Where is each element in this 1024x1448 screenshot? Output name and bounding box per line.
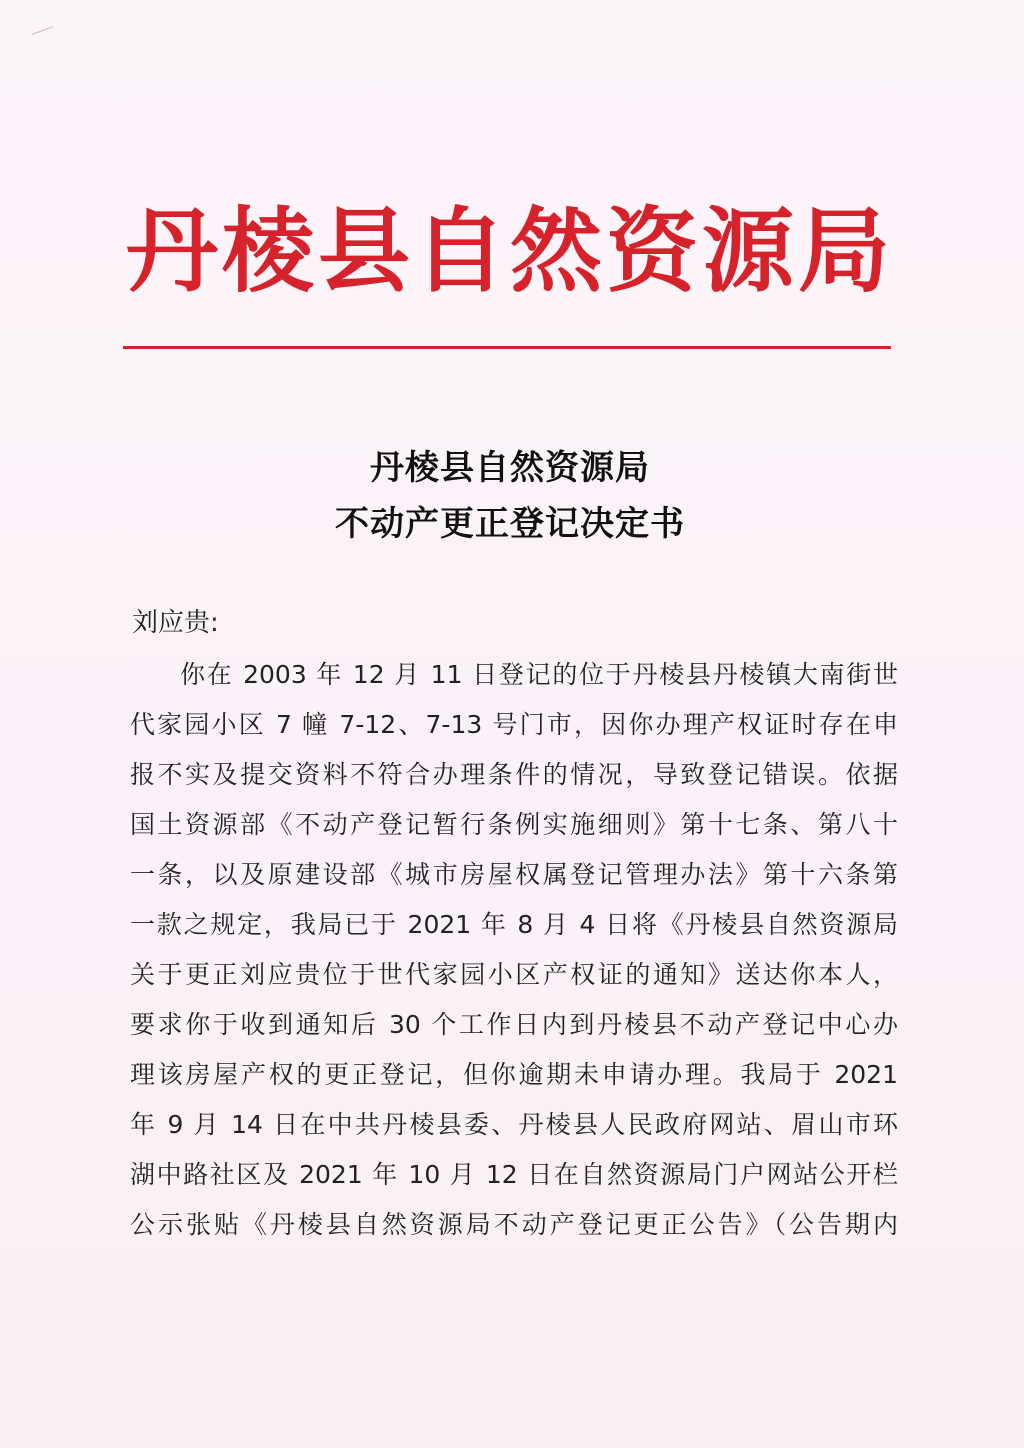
body-line: 年 9 月 14 日在中共丹棱县委、丹棱县人民政府网站、眉山市环 [130,1110,898,1139]
body-line: 一款之规定，我局已于 2021 年 8 月 4 日将《丹棱县自然资源局 [130,910,898,939]
body-line: 你在 2003 年 12 月 11 日登记的位于丹棱县丹棱镇大南街世 [180,660,898,689]
body-paragraph [130,650,898,1250]
document-title-line-2: 不动产更正登记决定书 [335,504,685,544]
salutation: 刘应贵: [132,608,219,638]
body-line: 湖中路社区及 2021 年 10 月 12 日在自然资源局门户网站公开栏 [130,1160,898,1189]
body-line: 代家园小区 7 幢 7-12、7-13 号门市，因你办理产权证时存在申 [130,710,898,739]
document-title-line-1: 丹棱县自然资源局 [370,448,650,488]
letterhead-red-rule [123,346,891,349]
body-line: 要求你于收到通知后 30 个工作日内到丹棱县不动产登记中心办 [130,1010,898,1039]
body-line: 国土资源部《不动产登记暂行条例实施细则》第十七条、第八十 [130,810,898,839]
body-line: 公示张贴《丹棱县自然资源局不动产登记更正公告》（公告期内 [130,1210,898,1239]
body-line: 报不实及提交资料不符合办理条件的情况，导致登记错误。依据 [130,760,898,789]
scan-mark [32,26,54,37]
body-line: 关于更正刘应贵位于世代家园小区产权证的通知》送达你本人， [130,960,898,989]
letterhead-title: 丹棱县自然资源局 [125,197,894,305]
body-line: 一条，以及原建设部《城市房屋权属登记管理办法》第十六条第 [130,860,898,889]
body-line: 理该房屋产权的更正登记，但你逾期未申请办理。我局于 2021 [130,1060,898,1089]
